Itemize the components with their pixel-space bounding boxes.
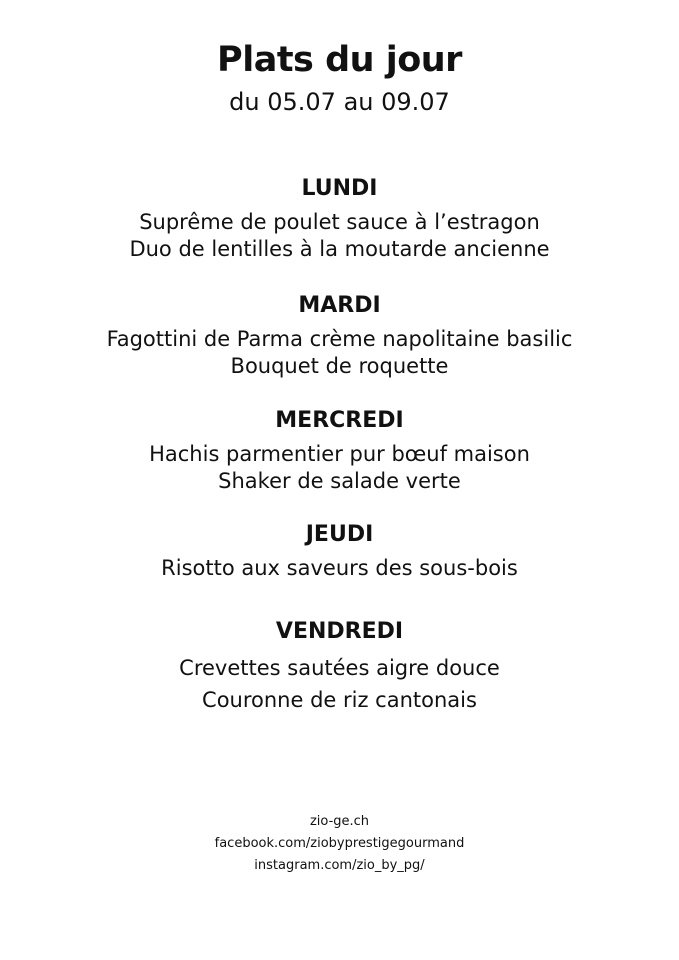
- page-title: Plats du jour: [217, 40, 462, 80]
- dish-line: Bouquet de roquette: [230, 354, 449, 378]
- day-heading: MARDI: [298, 293, 381, 318]
- day-section-lundi: [0, 175, 679, 263]
- facebook-link[interactable]: facebook.com/ziobyprestigegourmand: [214, 836, 465, 851]
- dish-line: Duo de lentilles à la moutarde ancienne: [129, 237, 550, 261]
- day-section-mercredi: [0, 407, 679, 495]
- day-section-jeudi: [0, 521, 679, 582]
- day-heading: JEUDI: [305, 522, 374, 547]
- dish-line: Risotto aux saveurs des sous-bois: [161, 556, 518, 580]
- day-section-mardi: [0, 292, 679, 380]
- dish-line: Shaker de salade verte: [218, 469, 461, 493]
- date-range-subtitle: du 05.07 au 09.07: [229, 88, 450, 116]
- contact-footer: [0, 811, 679, 877]
- instagram-link[interactable]: instagram.com/zio_by_pg/: [254, 858, 425, 873]
- day-heading: VENDREDI: [275, 619, 404, 644]
- dish-line: Couronne de riz cantonais: [202, 688, 477, 712]
- day-heading: MERCREDI: [275, 408, 404, 433]
- dish-line: Suprême de poulet sauce à l’estragon: [139, 210, 540, 234]
- day-section-vendredi: [0, 618, 679, 716]
- dish-line: Hachis parmentier pur bœuf maison: [149, 442, 530, 466]
- dish-line: Crevettes sautées aigre douce: [179, 656, 500, 680]
- day-heading: LUNDI: [301, 176, 378, 201]
- dish-line: Fagottini de Parma crème napolitaine basilic: [106, 327, 573, 351]
- website-link[interactable]: zio-ge.ch: [309, 814, 370, 829]
